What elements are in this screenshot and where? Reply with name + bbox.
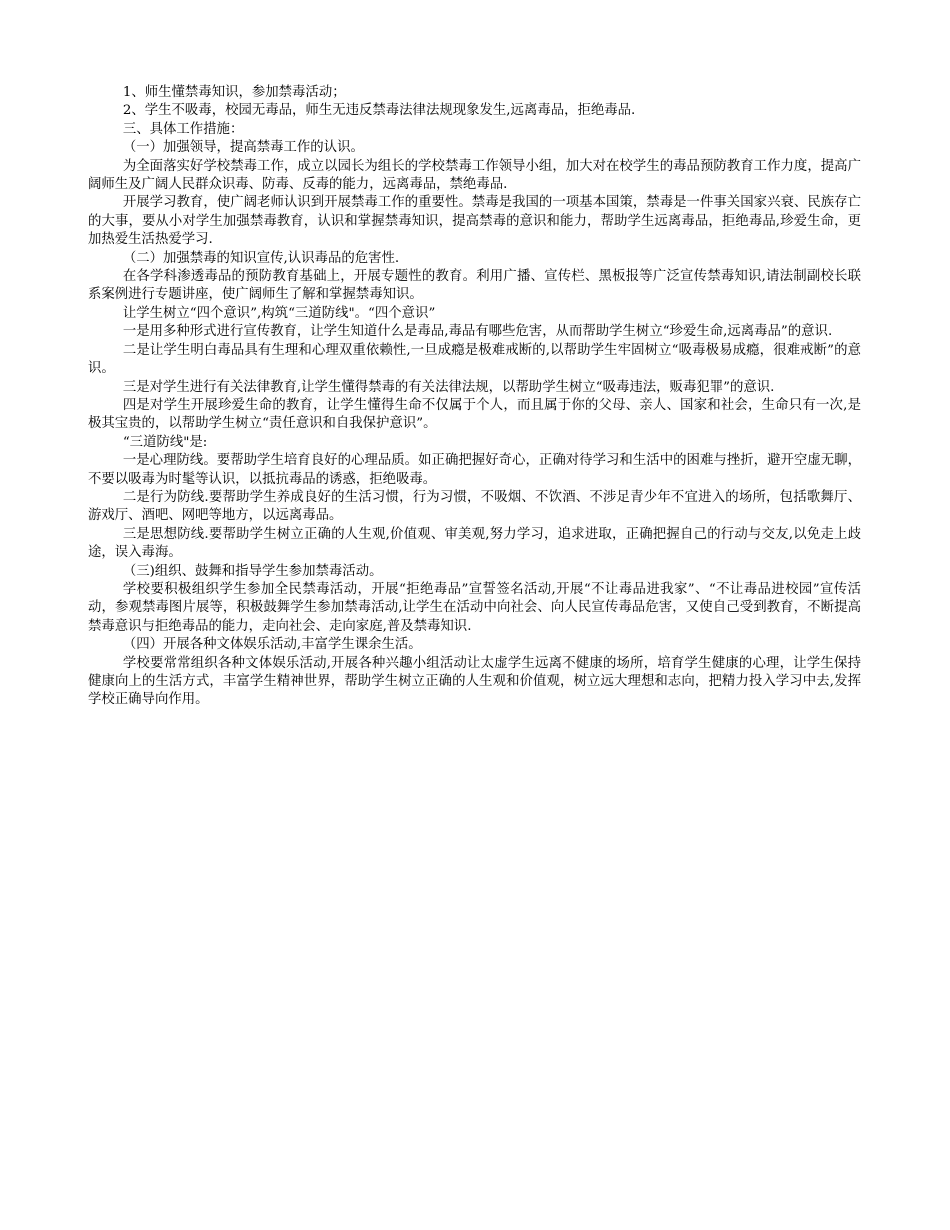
paragraph-goal-2: 2、学生不吸毒，校园无毒品，师生无违反禁毒法律法规现象发生,远离毒品，拒绝毒品.: [122, 103, 636, 119]
paragraph-four-awareness-intro: 让学生树立“四个意识”,构筑“三道防线"。“四个意识”: [122, 305, 436, 321]
paragraph-defense-behavioral: 二是行为防线.要帮助学生养成良好的生活习惯，行为习惯，不吸烟、不饮酒、不涉足青少年不宜进入的场所，包括歌舞厅、游戏厅、酒吧、网吧等地方，以远离毒品。: [88, 489, 861, 524]
paragraph-defense-psychological: 一是心理防线。要帮助学生培育良好的心理品质。如正确把握好奇心，正确对待学习和生活中的困难与挫折，避开空虚无聊，不要以吸毒为时髦等认识，以抵抗毒品的诱惑，拒绝吸毒。: [88, 453, 861, 487]
section-heading-measures: 三、具体工作措施：: [122, 121, 244, 137]
paragraph-awareness-1: 一是用多种形式进行宣传教育，让学生知道什么是毒品,毒品有哪些危害，从而帮助学生树立“珍爱生命,远离毒品”的意识.: [122, 324, 833, 340]
subheading-leadership: （一）加强领导，提高禁毒工作的认识。: [122, 140, 364, 156]
paragraph-three-defenses-intro: “三道防线"是:: [122, 434, 208, 450]
paragraph-awareness-4: 四是对学生开展珍爱生命的教育，让学生懂得生命不仅属于个人，而且属于你的父母、亲人、国家和社会，生命只有一次,是极其宝贵的，以帮助学生树立“责任意识和自我保护意识”。: [88, 397, 861, 432]
subheading-knowledge-promotion: （二）加强禁毒的知识宣传,认识毒品的危害性.: [122, 250, 400, 266]
paragraph-defense-ideological: 三是思想防线.要帮助学生树立正确的人生观,价值观、审美观,努力学习，追求进取，正确把握自己的行动与交友,以免走上歧途，误入毒海。: [88, 526, 861, 561]
paragraph-awareness-3: 三是对学生进行有关法律教育,让学生懂得禁毒的有关法律法规，以帮助学生树立“吸毒违法，贩毒犯罪”的意识.: [122, 379, 775, 395]
subheading-recreation: （四）开展各种文体娱乐活动,丰富学生课余生活。: [122, 637, 422, 653]
paragraph-recreation: 学校要常常组织各种文体娱乐活动,开展各种兴趣小组活动让太虚学生远离不健康的场所，培育学生健康的心理，让学生保持健康向上的生活方式，丰富学生精神世界，帮助学生树立正确的人生观和价值观，树立远大理想和志向，把精力投入学习中去,发挥学校正确导向作用。: [88, 655, 861, 708]
paragraph-leadership-group: 为全面落实好学校禁毒工作，成立以园长为组长的学校禁毒工作领导小组，加大对在校学生的毒品预防教育工作力度，提高广阔师生及广阔人民群众识毒、防毒、反毒的能力，远离毒品，禁绝毒品.: [88, 158, 861, 193]
subheading-activities: （三)组织、鼓舞和指导学生参加禁毒活动。: [122, 563, 383, 579]
paragraph-study-education: 开展学习教育，使广阔老师认识到开展禁毒工作的重要性。禁毒是我国的一项基本国策，禁毒是一件事关国家兴衰、民族存亡的大事，要从小对学生加强禁毒教育，认识和掌握禁毒知识，提高禁毒的意识和能力，帮助学生远离毒品，拒绝毒品,珍爱生命，更加热爱生活热爱学习.: [88, 195, 861, 248]
paragraph-awareness-2: 二是让学生明白毒品具有生理和心理双重依赖性,一旦成瘾是极难戒断的,以帮助学生牢固树立“吸毒极易成瘾，很难戒断”的意识。: [88, 342, 861, 377]
paragraph-activities: 学校要积极组织学生参加全民禁毒活动，开展“拒绝毒品”宣誓签名活动,开展“不让毒品进我家”、“不让毒品进校园”宣传活动，参观禁毒图片展等，积极鼓舞学生参加禁毒活动,让学生在活动中向社会、向人民宣传毒品危害，又使自己受到教育，不断提高禁毒意识与拒绝毒品的能力，走向社会、走向家庭,普及禁毒知识.: [88, 581, 861, 634]
paragraph-subject-education: 在各学科渗透毒品的预防教育基础上，开展专题性的教育。利用广播、宣传栏、黑板报等广泛宣传禁毒知识,请法制副校长联系案例进行专题讲座，使广阔师生了解和掌握禁毒知识。: [88, 269, 861, 303]
paragraph-goal-1: 1、师生懂禁毒知识，参加禁毒活动；: [122, 85, 346, 100]
document-body: [88, 84, 861, 710]
